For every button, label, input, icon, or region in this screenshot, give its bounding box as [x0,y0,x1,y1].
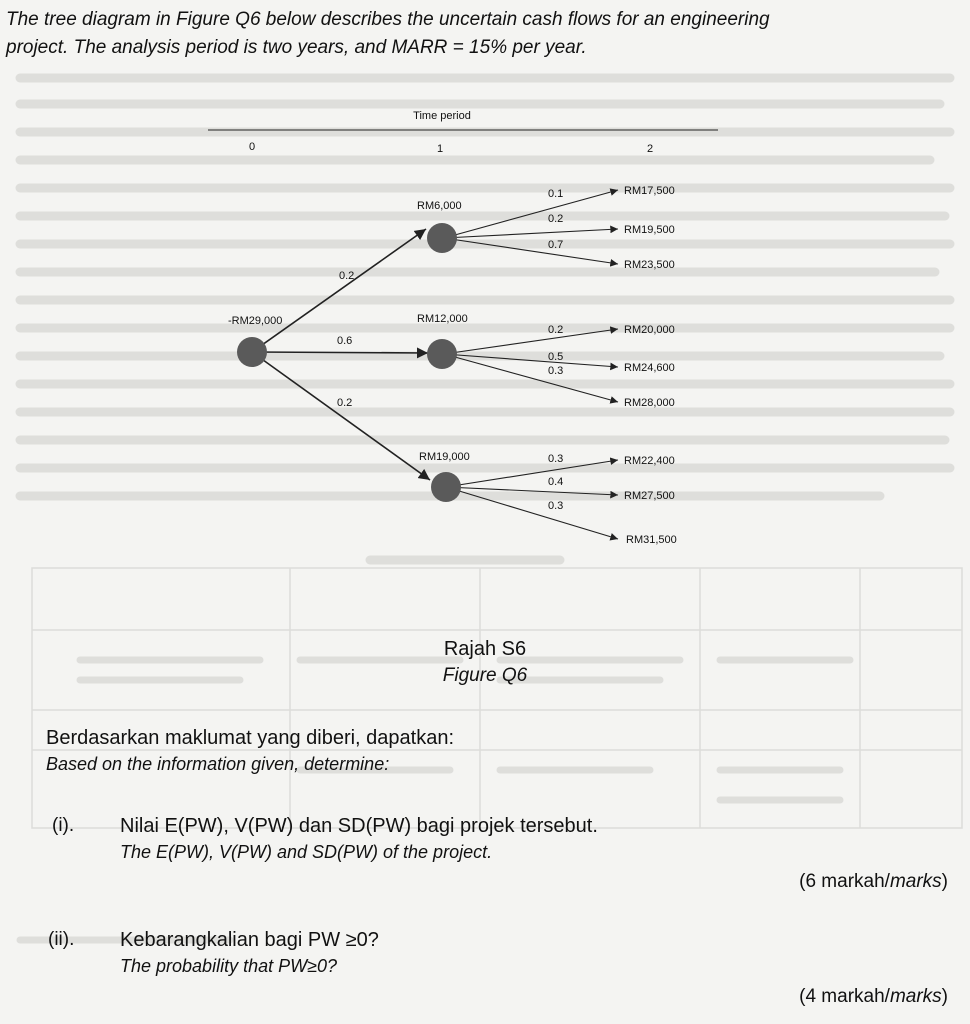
branch-root-to-node-1 [252,229,426,352]
branch-node-2-outcome-1 [444,329,618,354]
part-ii-marks-en: marks [889,986,942,1007]
node-2-outcome-2: RM24,600 [624,362,675,374]
question-intro-line-1: The tree diagram in Figure Q6 below describes the uncertain cash flows for an engineering [6,9,770,30]
root-cash-flow: -RM29,000 [228,315,283,327]
question-intro-line-2: project. The analysis period is two years, and MARR = 15% per year. [6,37,587,58]
part-ii-text-ms: Kebarangkalian bagi PW ≥0? [120,929,379,951]
part-i-number: (i). [52,815,75,836]
node-1-outcome-2: RM19,500 [624,224,675,236]
instruction-en: Based on the information given, determine: [46,754,390,774]
branch-node-2-outcome-3 [444,354,618,402]
branch-prob-2: 0.6 [337,335,353,347]
node-1-cash-flow: RM6,000 [417,200,462,212]
node-1-prob-2: 0.2 [548,213,564,225]
node-1-prob-3: 0.7 [548,239,564,251]
branch-node-1-outcome-3 [444,238,618,264]
part-ii-text-en: The probability that PW≥0? [120,956,337,976]
node-3-prob-2: 0.4 [548,476,564,488]
node-2-outcome-3: RM28,000 [624,397,675,409]
period-2-label: 2 [646,143,654,155]
node-2-prob-2: 0.5 [548,351,564,363]
branch-prob-1: 0.2 [339,270,355,282]
node-3-prob-3: 0.3 [548,500,564,512]
branch-prob-3: 0.2 [337,397,353,409]
branch-node-3-outcome-3 [446,487,618,539]
chance-node-1 [427,223,457,253]
node-1-outcome-1: RM17,500 [624,185,675,197]
part-i-marks [799,871,948,893]
node-1-prob-1: 0.1 [548,188,564,200]
part-ii-number: (ii). [48,929,75,950]
part-i-marks-close: ) [941,871,948,892]
node-3-prob-1: 0.3 [548,453,564,465]
node-1-outcome-3: RM23,500 [624,259,675,271]
node-3-outcome-1: RM22,400 [624,455,675,467]
time-period-label: Time period [413,110,471,122]
chance-node-3 [431,472,461,502]
part-ii-marks [799,986,948,1008]
node-3-cash-flow: RM19,000 [419,451,470,463]
node-2-prob-1: 0.2 [548,324,564,336]
branch-root-to-node-3 [252,352,430,480]
period-0-label: 0 [248,141,256,153]
figure-caption-ms: Rajah S6 [443,638,527,660]
node-2-outcome-1: RM20,000 [624,324,675,336]
node-3-outcome-3: RM31,500 [626,534,677,546]
part-ii-marks-close: ) [941,986,948,1007]
node-2-prob-3: 0.3 [548,365,564,377]
part-i-text-ms: Nilai E(PW), V(PW) dan SD(PW) bagi projek tersebut. [120,815,598,837]
part-ii-marks-label: (4 markah/ [799,986,890,1007]
part-i-marks-label: (6 markah/ [799,871,890,892]
node-2-cash-flow: RM12,000 [417,313,468,325]
branch-node-2-outcome-2 [444,354,618,367]
branch-node-3-outcome-2 [446,487,618,495]
chance-node-2 [427,339,457,369]
figure-caption-en: Figure Q6 [442,665,528,686]
instruction-ms: Berdasarkan maklumat yang diberi, dapatkan: [46,727,455,749]
part-i-marks-en: marks [889,871,942,892]
branch-node-3-outcome-1 [446,460,618,487]
root-chance-node [237,337,267,367]
part-i-text-en: The E(PW), V(PW) and SD(PW) of the project. [120,842,493,862]
node-3-outcome-2: RM27,500 [624,490,675,502]
period-1-label: 1 [436,143,444,155]
branch-root-to-node-2 [252,352,428,353]
